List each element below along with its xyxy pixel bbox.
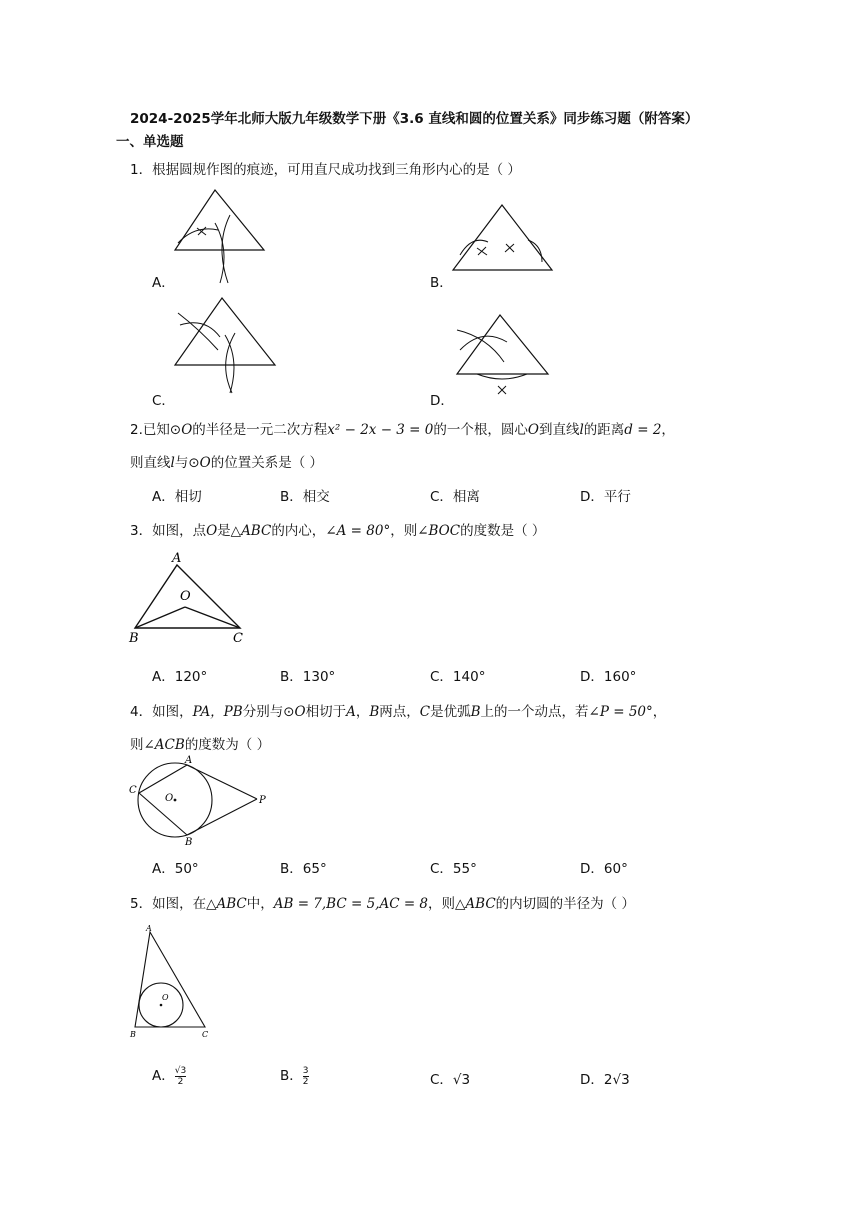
q4-math: ∠P = 50° [588,704,653,720]
q4-math: C [419,704,431,720]
question-4-line1 [130,700,666,720]
q1-figure-b [450,200,560,275]
question-1-stem: 1．根据圆规作图的痕迹，可用直尺成功找到三角形内心的是（ ） [130,162,521,178]
q1-figure-a [170,185,270,285]
q4-option-c[interactable]: C．55° [430,861,477,877]
q5-math: ABC [216,896,247,912]
q5-figure [125,920,215,1045]
q3-math: ∠A = 80° [325,523,391,539]
question-5-stem [130,892,635,912]
q5-option-b-label: B． [280,1068,303,1084]
q4-math: A [346,704,356,720]
q4-text: 则 [130,737,144,753]
q5-text: 5．如图，在△ [130,896,217,912]
q2-math: l [579,422,584,438]
q5-text: 中， [246,896,274,912]
q3-text: ，则 [390,523,418,539]
q4-label-p: P [259,795,266,806]
q4-text: ， [355,704,370,720]
q3-text: 的度数是（ ） [460,523,546,539]
q5-label-a: A [146,924,152,933]
q2-math: O [527,422,539,438]
q5-option-b-fraction [303,1066,309,1087]
q4-text: ， [652,704,667,720]
q4-math: PA，PB [192,704,243,720]
q3-label-a: A [172,551,182,566]
q3-math: ABC [241,523,272,539]
q2-math: l [170,455,175,471]
q4-label-a: A [185,755,193,766]
q4-math: B [470,704,481,720]
q3-label-o: O [180,589,191,604]
q5-math: AB = 7,BC = 5,AC = 8 [273,896,429,912]
q5-option-a[interactable] [152,1064,186,1087]
q5-option-a-fraction [175,1066,186,1087]
q4-math: ∠ACB [143,737,185,753]
q4-text: 是优弧 [430,704,471,720]
q4-option-a[interactable]: A．50° [152,861,199,877]
q5-option-b-denominator: 2 [302,1076,309,1087]
q4-text: 4．如图， [130,704,193,720]
q5-text: 的内切圆的半径为（ ） [495,896,635,912]
q3-math: O [206,523,218,539]
q5-option-a-numerator: √3 [174,1065,187,1076]
q3-text: 是△ [217,523,242,539]
q4-label-o: O [165,793,174,804]
q3-math: ∠BOC [417,523,461,539]
q3-option-d[interactable]: D．160° [580,669,637,685]
q3-option-c[interactable]: C．140° [430,669,486,685]
q5-option-a-denominator: 2 [175,1076,186,1087]
q2-text: 的距离 [583,422,625,438]
q4-label-c: C [129,785,137,796]
q5-option-d[interactable]: D．2√3 [580,1072,630,1088]
q5-label-o: O [162,993,169,1002]
question-3-stem [130,519,545,539]
q1-option-b[interactable]: B． [430,275,453,291]
q2-option-b[interactable]: B．相交 [280,489,330,505]
q2-math: O [181,422,193,438]
q2-text: 到直线 [538,422,580,438]
question-4-line2 [130,733,270,753]
q4-math: B [369,704,380,720]
q4-option-b[interactable]: B．65° [280,861,327,877]
q2-math: d = 2 [624,422,662,438]
q2-option-a[interactable]: A．相切 [152,489,202,505]
question-2-line1 [130,418,675,438]
q4-text: 相切于 [305,704,347,720]
q4-option-d[interactable]: D．60° [580,861,628,877]
q3-option-a[interactable]: A．120° [152,669,208,685]
q3-label-c: C [233,631,243,645]
q2-math: O [199,455,211,471]
q4-figure [125,755,270,847]
q3-figure [125,550,255,645]
question-2-line2 [130,451,323,471]
q2-text: 2.已知⊙ [130,422,182,438]
q5-option-c[interactable]: C．√3 [430,1072,471,1088]
q5-text: ，则△ [428,896,466,912]
q2-option-c[interactable]: C．相离 [430,489,480,505]
page-title: 2024-2025学年北师大版九年级数学下册《3.6 直线和圆的位置关系》同步练习题（附答案） [130,111,699,127]
q5-option-a-label: A． [152,1068,175,1084]
q2-text: 则直线 [130,455,171,471]
q5-option-b-numerator: 3 [302,1065,309,1076]
q2-equation: x² − 2x − 3 = 0 [327,422,434,438]
section-heading: 一、单选题 [116,134,184,150]
q2-text: 与⊙ [174,455,200,471]
q1-figure-d [452,312,552,397]
q3-option-b[interactable]: B．130° [280,669,336,685]
q2-text: ， [661,422,675,438]
q1-figure-c [170,295,280,395]
q5-label-c: C [202,1030,209,1039]
q4-text: 分别与⊙ [242,704,295,720]
q1-option-c[interactable]: C． [152,393,175,409]
q4-label-b: B [185,837,193,847]
q3-label-b: B [129,631,139,645]
q1-option-a[interactable]: A． [152,275,175,291]
q3-text: 3．如图，点 [130,523,207,539]
q5-math: ABC [465,896,496,912]
q4-text: 上的一个动点，若 [480,704,589,720]
q2-text: 的一个根，圆心 [433,422,528,438]
q4-text: 的度数为（ ） [184,737,271,753]
q2-text: 的位置关系是（ ） [210,455,324,471]
q2-option-d[interactable]: D．平行 [580,489,631,505]
q5-option-b[interactable] [280,1064,309,1087]
q4-math: O [294,704,306,720]
q4-text: 两点， [379,704,420,720]
q3-text: 的内心， [271,523,326,539]
q2-text: 的半径是一元二次方程 [192,422,328,438]
q5-label-b: B [130,1030,136,1039]
q1-option-d[interactable]: D． [430,393,454,409]
